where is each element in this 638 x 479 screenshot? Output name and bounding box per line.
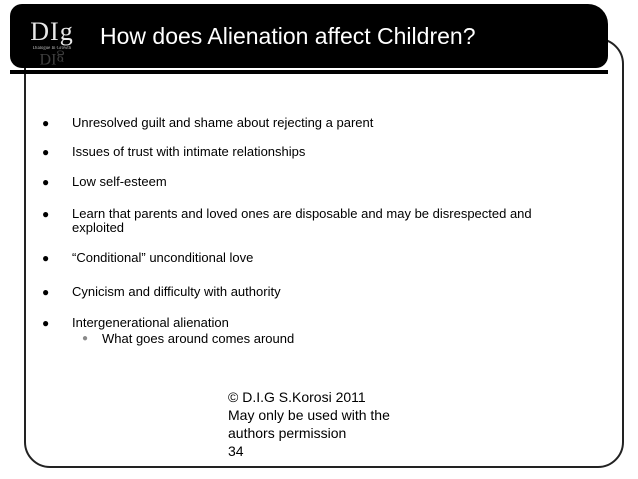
bullet-text: Low self-esteem	[72, 174, 167, 189]
title-underline	[10, 70, 608, 74]
title-bar	[10, 4, 608, 68]
bullet-icon: ●	[42, 145, 50, 159]
page-number: 34	[228, 443, 244, 459]
bullet-icon: ●	[42, 316, 50, 330]
bullet-item	[38, 145, 582, 159]
logo-reflection: DIg	[39, 50, 65, 67]
sub-bullet-text: What goes around comes around	[102, 331, 295, 346]
bullet-text: Learn that parents and loved ones are disposable and may be disrespected and exploited	[72, 206, 532, 235]
bullet-text: Unresolved guilt and shame about rejecting a parent	[72, 115, 374, 130]
sub-bullet-icon: ●	[82, 333, 89, 344]
bullet-icon: ●	[42, 175, 50, 189]
bullet-icon: ●	[42, 116, 50, 130]
logo-text: DIg	[30, 17, 74, 46]
footer-line: © D.I.G S.Korosi 2011	[228, 389, 366, 405]
bullet-text: “Conditional” unconditional love	[72, 250, 254, 265]
bullet-item	[38, 175, 582, 189]
bullet-item	[38, 251, 582, 265]
bullet-icon: ●	[42, 207, 50, 221]
bullet-item	[38, 116, 582, 130]
logo-tagline: Dialogue In Growth	[32, 46, 72, 51]
bullet-icon: ●	[42, 251, 50, 265]
dig-logo	[26, 18, 78, 66]
bullet-item	[38, 316, 582, 330]
bullet-item	[38, 285, 582, 299]
bullet-icon: ●	[42, 285, 50, 299]
slide-title: How does Alienation affect Children?	[100, 23, 476, 49]
footer-line: May only be used with the	[228, 407, 390, 423]
bullet-item	[38, 207, 582, 235]
sub-bullet-item	[82, 332, 294, 346]
bullet-text: Intergenerational alienation	[72, 315, 229, 330]
footer-line: authors permission	[228, 425, 347, 441]
bullet-text: Cynicism and difficulty with authority	[72, 284, 281, 299]
footer-copyright	[228, 388, 458, 460]
bullet-text: Issues of trust with intimate relationships	[72, 144, 306, 159]
